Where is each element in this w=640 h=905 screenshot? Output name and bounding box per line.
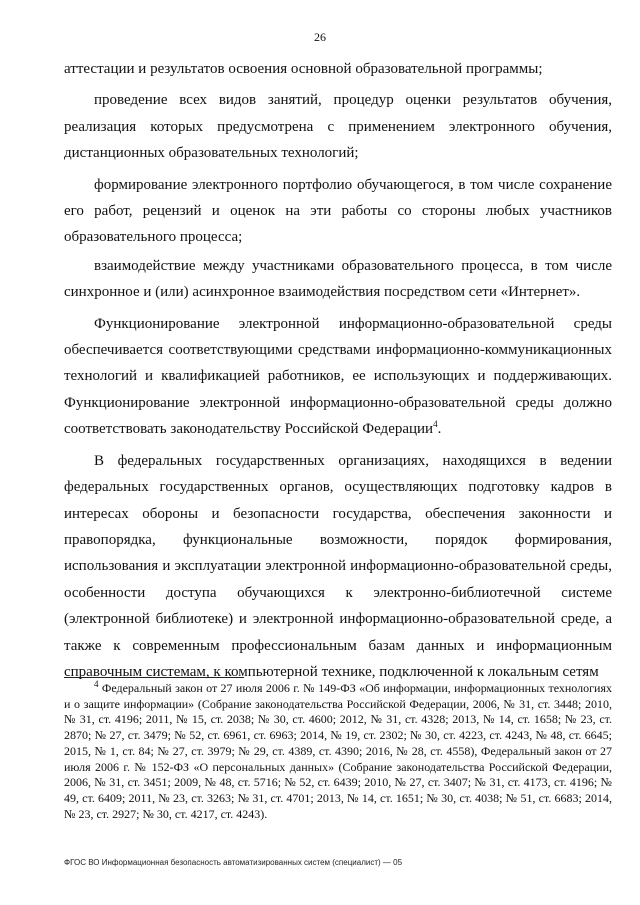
footnote (64, 681, 612, 822)
footnote-mark: 4 (94, 679, 99, 689)
footnote-reference[interactable]: 4 (433, 419, 438, 430)
paragraph-2: проведение всех видов занятий, процедур оценки результатов обучения, реализация которых предусмотрена с применением электронного обучения, дистанционных образовательных технологий; (64, 92, 612, 162)
paragraph-3: формирование электронного портфолио обучающегося, в том числе сохранение его работ, рецензий и оценок на эти работы со стороны любых участников образовательного процесса; (64, 176, 612, 246)
paragraph-6: В федеральных государственных организациях, находящихся в ведении федеральных государственных органов, осуществляющих подготовку кадров в интересах обороны и безопасности государства, обеспечения законности и правопорядка, функциональные возможности, порядок формирования, использования и эксплуатации электронной информационно-образовательной среды, особенности доступа обучающихся к электронно-библиотечной системе (электронной библиотеке) и электронной информационно-образовательной среде, а также к современным профессиональным базам данных и информационным справочным системам, к компьютерной технике, подключенной к локальным сетям (64, 452, 612, 680)
page-number: 26 (314, 30, 326, 44)
paragraph-1: аттестации и результатов освоения основной образовательной программы; (64, 61, 543, 77)
paragraph-5-text: Функционирование электронной информационно-образовательной среды обеспечивается соответствующими средствами информационно-коммуникационных технологий и квалификацией работников, ее использующих и поддерживающих. Функционирование электронной информационно-образовательной среды должно соответствовать законодательству Российской Федерации (64, 315, 612, 438)
running-footer: ФГОС ВО Информационная безопасность автоматизированных систем (специалист) — 05 (64, 858, 403, 867)
body-text (64, 56, 612, 685)
footnote-text: Федеральный закон от 27 июля 2006 г. № 149-ФЗ «Об информации, информационных технологиях и о защите информации» (Собрание законодательства Российской Федерации, 2006, № 31, ст. 3448; 2010, № 31, ст. 4196; 2011, № 15, ст. 2038; № 30, ст. 4600; 2012, № 31, ст. 4328; 2013, № 14, ст. 1658; № 23, ст. 2870; № 27, ст. 3479; № 52, ст. 6961, ст. 6963; 2014, № 19, ст. 2302; № 30, ст. 4223, ст. 4243, № 48, ст. 6645; 2015, № 1, ст. 84; № 27, ст. 3979; № 29, ст. 4389, ст. 4390; 2016, № 28, ст. 4558), Федеральный закон от 27 июля 2006 г. № 152-ФЗ «О персональных данных» (Собрание законодательства Российской Федерации, 2006, № 31, ст. 3451; 2009, № 48, ст. 5716; № 52, ст. 6439; 2010, № 27, ст. 3407; № 31, ст. 4173, ст. 4196; № 49, ст. 6409; 2011, № 23, ст. 3263; № 31, ст. 4701; 2013, № 14, ст. 1651; № 30, ст. 4038; № 51, ст. 6683; 2014, № 23, ст. 2927; № 30, ст. 4217, ст. 4243). (64, 681, 612, 821)
footnote-separator (64, 677, 244, 678)
paragraph-5: Функционирование электронной информационно-образовательной среды обеспечивается соответствующими средствами информационно-коммуникационных технологий и квалификацией работников, ее использующих и поддерживающих. Функционирование электронной информационно-образовательной среды должно соответствовать законодательству Российской Федерации$^4$. (64, 315, 612, 438)
paragraph-4: взаимодействие между участниками образовательного процесса, в том числе синхронное и (или) асинхронное взаимодействия посредством сети «Интернет». (64, 257, 612, 301)
